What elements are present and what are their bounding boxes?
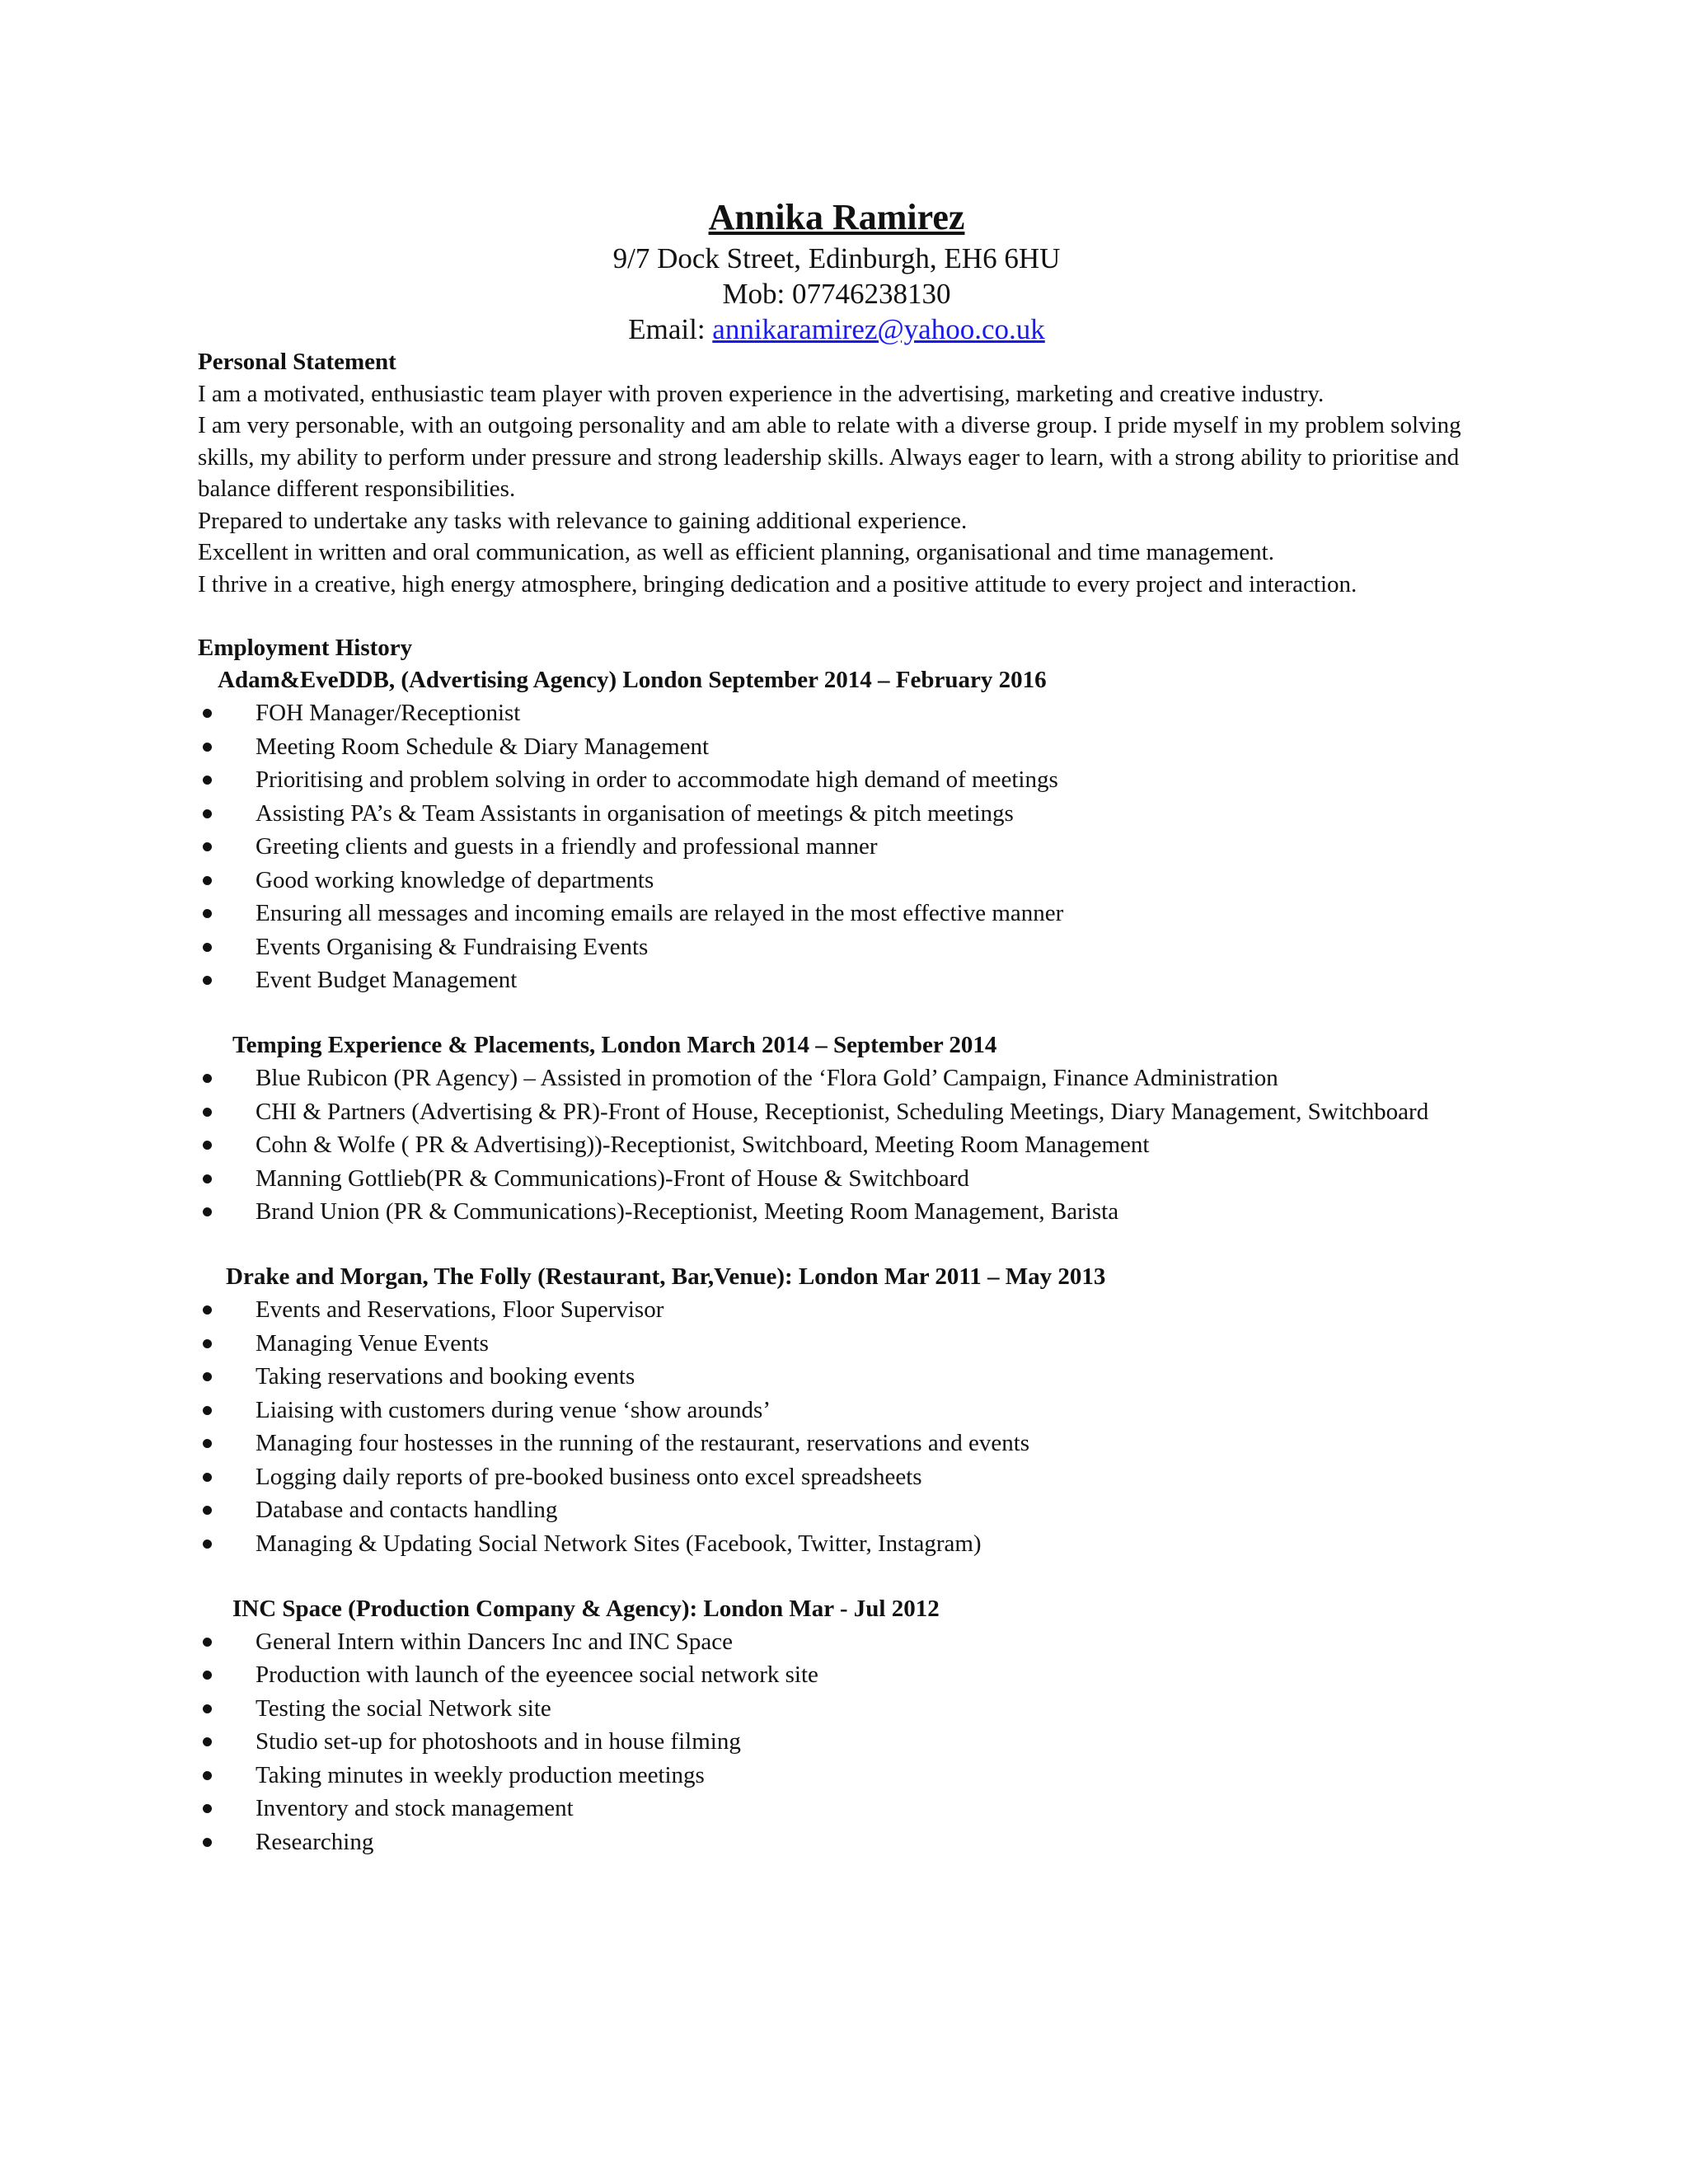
list-item (198, 1427, 1500, 1460)
list-item-text: Cohn & Wolfe ( PR & Advertising))-Receptionist, Switchboard, Meeting Room Management (256, 1132, 1150, 1158)
list-item (198, 1195, 1500, 1229)
list-item-text: Event Budget Management (256, 967, 518, 993)
list-item-text: Studio set-up for photoshoots and in house filming (256, 1728, 741, 1755)
bullet-icon (203, 1305, 212, 1315)
list-item-text: Taking reservations and booking events (256, 1363, 635, 1390)
job-duties-list (198, 696, 1500, 997)
bullet-icon (203, 1406, 212, 1415)
personal-statement-title: Personal Statement (198, 349, 396, 375)
list-item-text: Managing & Updating Social Network Sites (Facebook, Twitter, Instagram) (256, 1530, 982, 1557)
bullet-icon (203, 1771, 212, 1780)
list-item (198, 1725, 1500, 1759)
list-item (198, 1527, 1500, 1561)
bullet-icon (203, 1473, 212, 1482)
bullet-icon (203, 1074, 212, 1083)
employment-history-title: Employment History (198, 634, 413, 661)
email-label: Email: (628, 313, 713, 345)
bullet-icon (203, 842, 212, 851)
list-item-text: Meeting Room Schedule & Diary Management (256, 733, 710, 760)
list-item (198, 1825, 1500, 1859)
bullet-icon (203, 1174, 212, 1183)
list-item (198, 1394, 1500, 1427)
list-item-text: Blue Rubicon (PR Agency) – Assisted in promotion of the ‘Flora Gold’ Campaign, Finance Administration (256, 1065, 1278, 1091)
list-item (198, 1759, 1500, 1793)
cv-header (0, 194, 1673, 347)
job-heading: Adam&EveDDB, (Advertising Agency) London September 2014 – February 2016 (218, 667, 1047, 693)
list-item (198, 1792, 1500, 1825)
job-heading: INC Space (Production Company & Agency): London Mar - Jul 2012 (232, 1595, 940, 1622)
list-item-text: Assisting PA’s & Team Assistants in organisation of meetings & pitch meetings (256, 799, 1014, 827)
list-item-text: Database and contacts handling (256, 1497, 558, 1523)
list-item (198, 897, 1500, 930)
list-item-text: General Intern within Dancers Inc and INC Space (256, 1628, 733, 1655)
bullet-icon (203, 1207, 212, 1216)
job-duties-list (198, 1293, 1500, 1560)
list-item-text: CHI & Partners (Advertising & PR)-Front of House, Receptionist, Scheduling Meetings, Diary Management, Switchboard (256, 1098, 1429, 1125)
bullet-icon (203, 1838, 212, 1847)
cv-body (198, 346, 1500, 1858)
list-item (198, 1692, 1500, 1726)
list-item (198, 1062, 1500, 1095)
list-item (198, 1327, 1500, 1361)
list-item-text: Taking minutes in weekly production meetings (256, 1761, 705, 1788)
list-item-text: Researching (256, 1828, 374, 1855)
list-item (198, 763, 1500, 797)
list-item (198, 1293, 1500, 1327)
list-item-text: Inventory and stock management (256, 1795, 574, 1821)
list-item (198, 1162, 1500, 1196)
job-duties-list (198, 1062, 1500, 1229)
bullet-icon (203, 1737, 212, 1746)
list-item (198, 797, 1500, 831)
bullet-icon (203, 1540, 212, 1549)
list-item (198, 1493, 1500, 1527)
list-item-text: Production with launch of the eyeencee social network site (256, 1661, 818, 1688)
list-item-text: Testing the social Network site (256, 1694, 551, 1722)
bullet-icon (203, 1671, 212, 1680)
bullet-icon (203, 1372, 212, 1381)
bullet-icon (203, 709, 212, 718)
mobile-number: Mob: 07746238130 (722, 278, 951, 310)
list-item-text: Prioritising and problem solving in order to accommodate high demand of meetings (256, 766, 1058, 793)
list-item-text: Events and Reservations, Floor Supervisor (256, 1296, 664, 1323)
list-item (198, 1360, 1500, 1394)
list-item (198, 696, 1500, 730)
list-item-text: Brand Union (PR & Communications)-Receptionist, Meeting Room Management, Barista (256, 1198, 1119, 1225)
list-item (198, 1095, 1500, 1129)
bullet-icon (203, 976, 212, 985)
list-item (198, 1128, 1500, 1162)
bullet-icon (203, 1704, 212, 1713)
list-item-text: Greeting clients and guests in a friendly and professional manner (256, 833, 878, 860)
email-line (0, 312, 1673, 347)
list-item (198, 1460, 1500, 1494)
bullet-icon (203, 1439, 212, 1448)
bullet-icon (203, 1506, 212, 1515)
job-heading: Drake and Morgan, The Folly (Restaurant, Bar,Venue): London Mar 2011 – May 2013 (226, 1263, 1106, 1290)
list-item-text: Events Organising & Fundraising Events (256, 933, 649, 960)
bullet-icon (203, 1108, 212, 1117)
list-item-text: Manning Gottlieb(PR & Communications)-Front of House & Switchboard (256, 1165, 969, 1192)
list-item (198, 963, 1500, 997)
list-item-text: Liaising with customers during venue ‘show arounds’ (256, 1396, 771, 1423)
bullet-icon (203, 1141, 212, 1150)
bullet-icon (203, 1638, 212, 1647)
job-duties-list (198, 1625, 1500, 1859)
list-item-text: Logging daily reports of pre-booked business onto excel spreadsheets (256, 1463, 922, 1490)
job-heading: Temping Experience & Placements, London March 2014 – September 2014 (232, 1032, 997, 1058)
personal-statement-paragraph: Excellent in written and oral communication, as well as efficient planning, organisational and time management. (198, 539, 1274, 565)
email-link[interactable]: annikaramirez@yahoo.co.uk (712, 313, 1045, 345)
list-item-text: FOH Manager/Receptionist (256, 700, 521, 726)
list-item-text: Ensuring all messages and incoming emails are relayed in the most effective manner (256, 900, 1064, 926)
address: 9/7 Dock Street, Edinburgh, EH6 6HU (612, 242, 1061, 274)
list-item (198, 830, 1500, 864)
personal-statement-paragraph: Prepared to undertake any tasks with relevance to gaining additional experience. (198, 507, 968, 534)
personal-statement-paragraph: I thrive in a creative, high energy atmosphere, bringing dedication and a positive attitude to every project and interaction. (198, 570, 1357, 598)
list-item (198, 1625, 1500, 1659)
bullet-icon (203, 743, 212, 752)
bullet-icon (203, 943, 212, 952)
list-item-text: Managing Venue Events (256, 1329, 489, 1357)
bullet-icon (203, 909, 212, 918)
personal-statement-paragraph: I am a motivated, enthusiastic team player with proven experience in the advertising, marketing and creative industry. (198, 380, 1325, 407)
list-item (198, 930, 1500, 964)
list-item (198, 730, 1500, 764)
list-item (198, 864, 1500, 898)
list-item (198, 1658, 1500, 1692)
bullet-icon (203, 876, 212, 885)
bullet-icon (203, 776, 212, 785)
bullet-icon (203, 809, 212, 818)
list-item-text: Good working knowledge of departments (256, 866, 654, 893)
personal-statement-paragraph: I am very personable, with an outgoing personality and am able to relate with a diverse group. I pride myself in my problem solving skills, my ability to perform under pressure and strong leadership skills. Always eager to learn, with a strong ability to prioritise and balance different responsibilities. (198, 412, 1461, 502)
list-item-text: Managing four hostesses in the running of the restaurant, reservations and events (256, 1430, 1030, 1456)
bullet-icon (203, 1804, 212, 1813)
bullet-icon (203, 1339, 212, 1348)
candidate-name: Annika Ramirez (708, 197, 965, 237)
